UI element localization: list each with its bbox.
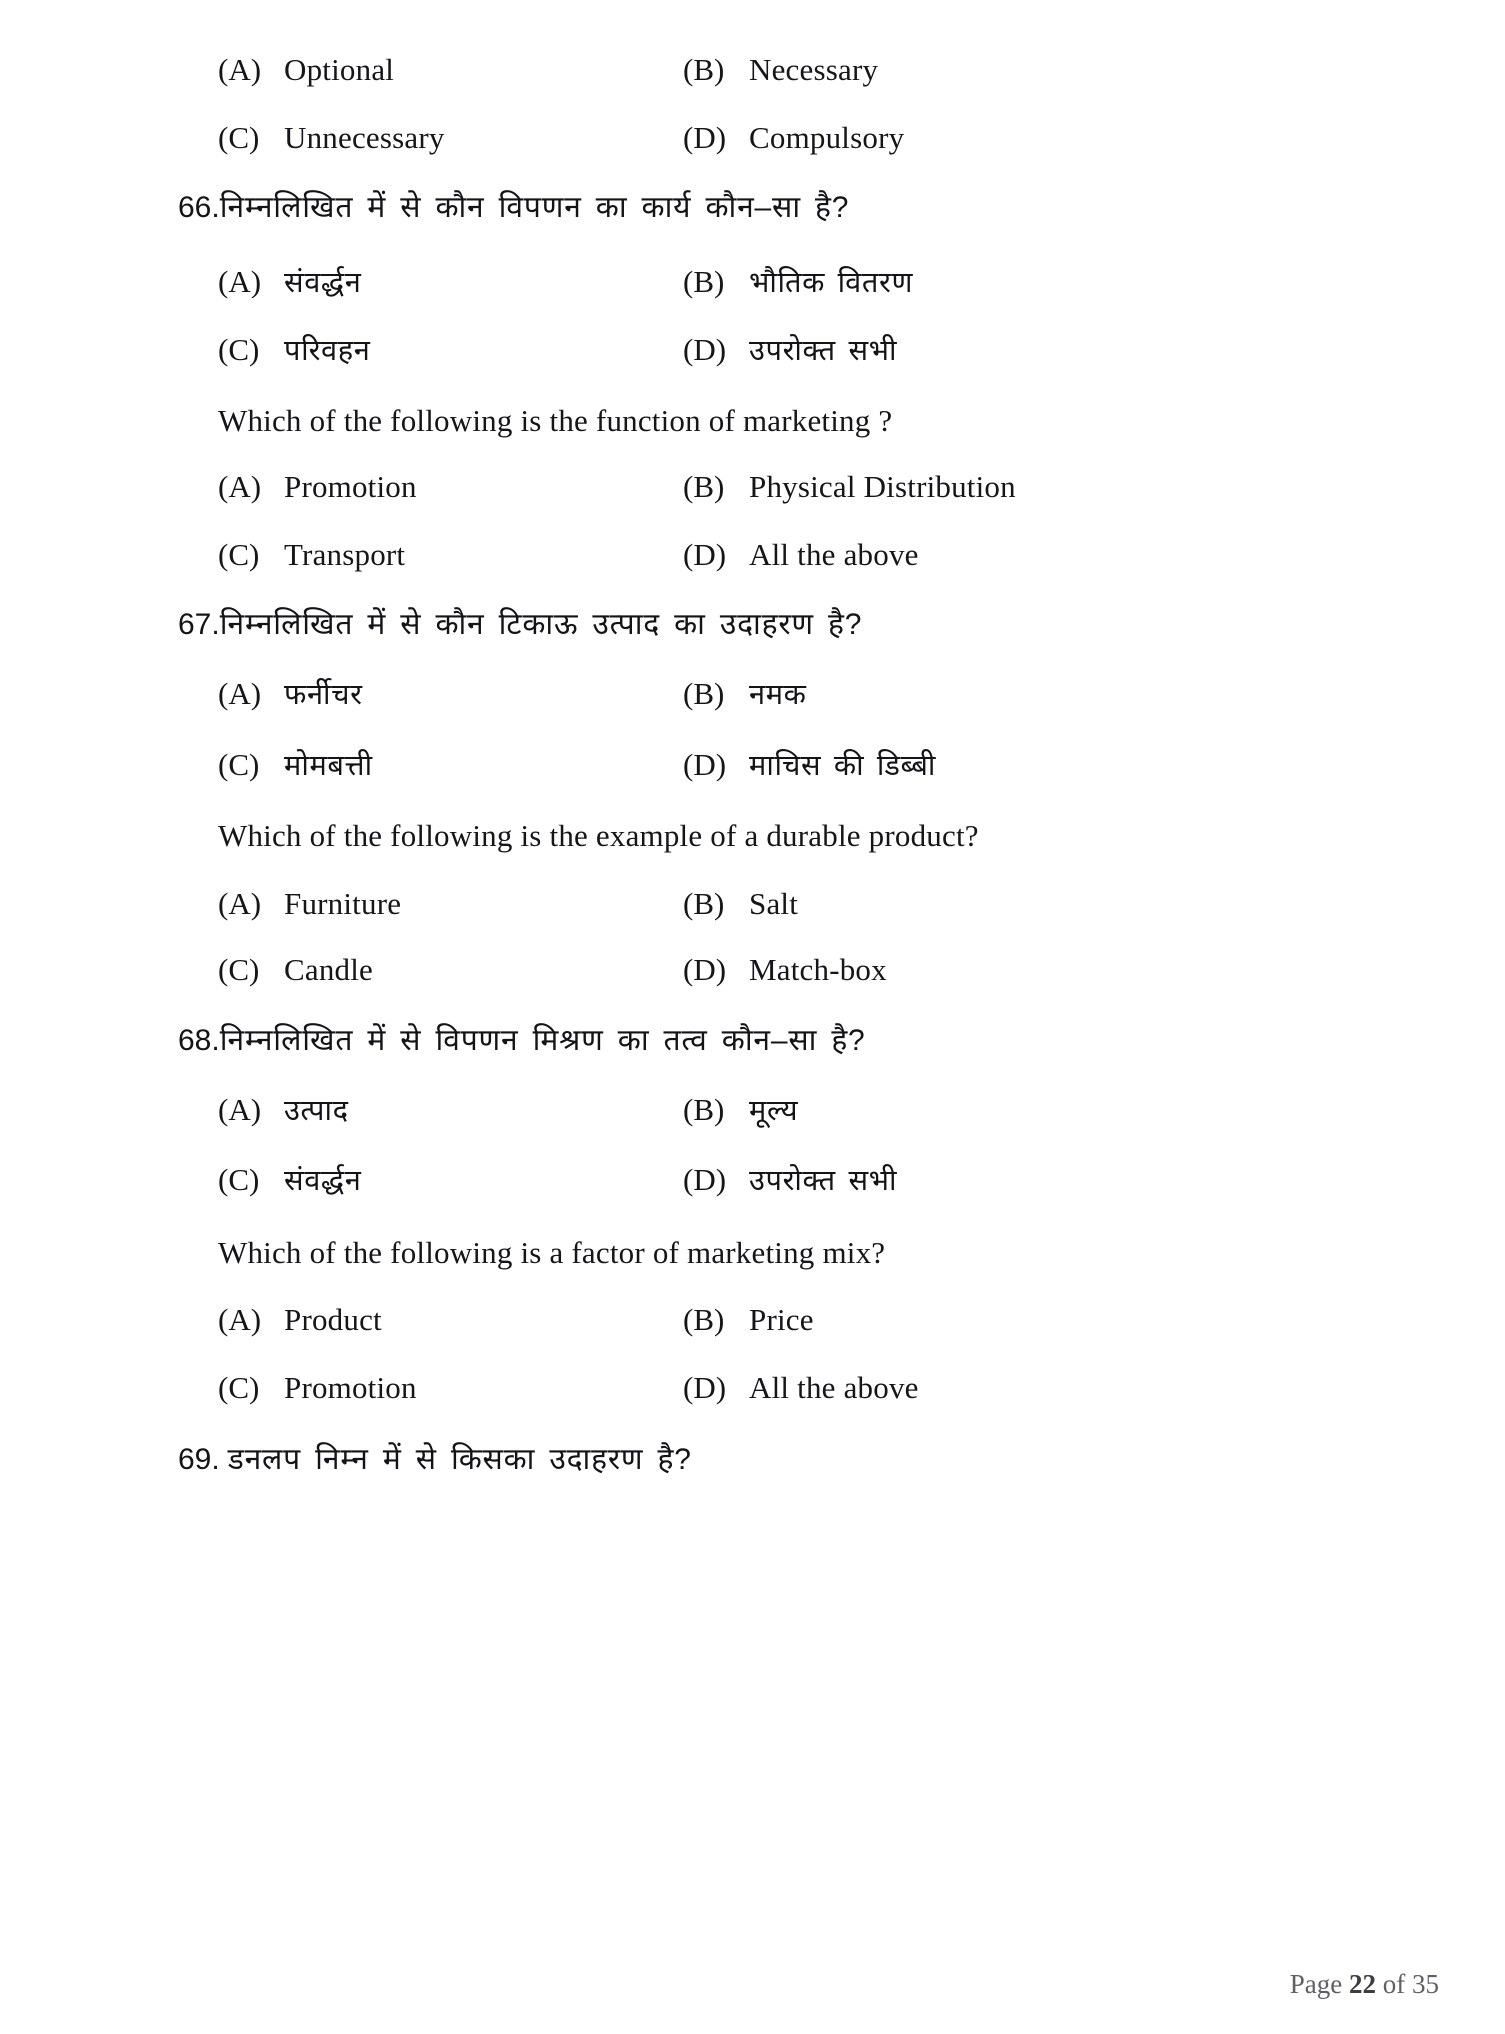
footer-page-number: 22 — [1349, 1969, 1376, 1999]
option-text-b: Price — [749, 1302, 814, 1337]
option-text-a: उत्पाद — [284, 1095, 349, 1127]
option-tag-b: (B) — [683, 1092, 725, 1127]
option-text-b: नमक — [749, 679, 807, 711]
question-text-66-hindi: निम्नलिखित में से कौन विपणन का कार्य कौन–सा है? — [219, 191, 850, 224]
question-number-69: 69. — [178, 1443, 220, 1476]
option-tag-d: (D) — [683, 537, 727, 572]
option-row — [218, 469, 1278, 509]
question-text-68-english: Which of the following is a factor of marketing mix? — [218, 1235, 886, 1270]
option-text-d: Compulsory — [749, 120, 905, 155]
option-tag-a: (A) — [218, 676, 262, 711]
option-tag-d: (D) — [683, 747, 727, 782]
page-footer — [1290, 1969, 1439, 2000]
option-row — [218, 120, 1278, 160]
option-b — [683, 262, 913, 301]
question-stem-69-hindi — [178, 1437, 692, 1478]
option-b — [683, 1090, 798, 1129]
option-a — [218, 674, 363, 713]
option-row — [218, 1160, 1278, 1200]
option-d — [683, 1370, 919, 1406]
option-tag-b: (B) — [683, 676, 725, 711]
option-b — [683, 674, 807, 713]
option-text-d: उपरोक्त सभी — [749, 335, 898, 367]
option-c — [218, 745, 373, 784]
option-tag-a: (A) — [218, 886, 262, 921]
footer-page-total: of 35 — [1382, 1969, 1439, 1999]
option-text-b: भौतिक वितरण — [749, 267, 914, 299]
question-number-68: 68. — [178, 1024, 220, 1057]
option-text-a: Promotion — [284, 469, 417, 504]
option-text-b: Salt — [749, 886, 799, 921]
option-text-a: फर्नीचर — [284, 679, 363, 711]
option-text-c: संवर्द्धन — [284, 1165, 362, 1197]
footer-page-label: Page — [1289, 1969, 1343, 1999]
option-tag-b: (B) — [683, 886, 725, 921]
option-a — [218, 469, 417, 505]
option-text-b: मूल्य — [749, 1095, 799, 1127]
option-row — [218, 1370, 1278, 1410]
option-tag-b: (B) — [683, 264, 725, 299]
option-d — [683, 1160, 897, 1199]
option-text-c: Candle — [284, 952, 374, 987]
option-tag-b: (B) — [683, 469, 725, 504]
option-d — [683, 330, 897, 369]
option-text-c: Transport — [284, 537, 406, 572]
option-text-a: Optional — [284, 52, 395, 87]
option-tag-a: (A) — [218, 469, 262, 504]
option-text-b: Physical Distribution — [749, 469, 1016, 504]
option-tag-d: (D) — [683, 120, 727, 155]
option-tag-c: (C) — [218, 120, 260, 155]
option-text-c: Promotion — [284, 1370, 417, 1405]
option-row — [218, 674, 1278, 714]
option-c — [218, 120, 445, 156]
option-a — [218, 886, 401, 922]
option-text-c: मोमबत्ती — [284, 750, 373, 782]
option-c — [218, 1370, 417, 1406]
option-text-d: All the above — [749, 537, 919, 572]
question-text-69-hindi: डनलप निम्न में से किसका उदाहरण है? — [227, 1443, 692, 1476]
option-text-d: All the above — [749, 1370, 919, 1405]
option-tag-a: (A) — [218, 52, 262, 87]
option-a — [218, 52, 394, 88]
option-text-c: परिवहन — [284, 335, 371, 367]
option-d — [683, 120, 904, 156]
option-a — [218, 1090, 349, 1129]
option-row — [218, 1090, 1278, 1130]
option-tag-c: (C) — [218, 1162, 260, 1197]
option-text-d: Match-box — [749, 952, 887, 987]
option-d — [683, 745, 936, 784]
option-tag-d: (D) — [683, 1162, 727, 1197]
question-text-68-hindi: निम्नलिखित में से विपणन मिश्रण का तत्व कौन–सा है? — [219, 1024, 866, 1057]
option-row — [218, 330, 1278, 370]
option-d — [683, 952, 887, 988]
option-c — [218, 330, 370, 369]
option-row — [218, 52, 1278, 92]
option-a — [218, 1302, 382, 1338]
option-tag-c: (C) — [218, 332, 260, 367]
question-stem-67-hindi — [178, 602, 862, 643]
option-text-d: माचिस की डिब्बी — [749, 750, 936, 782]
option-tag-d: (D) — [683, 332, 727, 367]
option-text-c: Unnecessary — [284, 120, 445, 155]
option-tag-a: (A) — [218, 1302, 262, 1337]
option-tag-d: (D) — [683, 1370, 727, 1405]
option-tag-c: (C) — [218, 952, 260, 987]
question-number-66: 66. — [178, 191, 220, 224]
option-tag-a: (A) — [218, 1092, 262, 1127]
option-tag-b: (B) — [683, 1302, 725, 1337]
option-b — [683, 469, 1016, 505]
option-text-a: संवर्द्धन — [284, 267, 362, 299]
option-text-a: Product — [284, 1302, 382, 1337]
option-c — [218, 952, 373, 988]
option-text-a: Furniture — [284, 886, 402, 921]
option-text-d: उपरोक्त सभी — [749, 1165, 898, 1197]
option-row — [218, 745, 1278, 785]
option-c — [218, 537, 405, 573]
option-tag-a: (A) — [218, 264, 262, 299]
question-number-67: 67. — [178, 608, 220, 641]
question-stem-68-hindi — [178, 1018, 866, 1059]
question-stem-66-hindi — [178, 185, 849, 226]
option-b — [683, 52, 878, 88]
option-tag-c: (C) — [218, 747, 260, 782]
option-d — [683, 537, 919, 573]
option-row — [218, 886, 1278, 926]
option-tag-d: (D) — [683, 952, 727, 987]
option-c — [218, 1160, 361, 1199]
question-text-67-hindi: निम्नलिखित में से कौन टिकाऊ उत्पाद का उदाहरण है? — [219, 608, 863, 641]
question-text-66-english: Which of the following is the function of marketing ? — [218, 403, 893, 438]
option-a — [218, 262, 361, 301]
question-text-67-english: Which of the following is the example of a durable product? — [218, 818, 979, 853]
option-b — [683, 886, 798, 922]
option-row — [218, 952, 1278, 992]
option-row — [218, 537, 1278, 577]
option-text-b: Necessary — [749, 52, 879, 87]
option-tag-b: (B) — [683, 52, 725, 87]
option-b — [683, 1302, 814, 1338]
option-row — [218, 262, 1278, 302]
option-row — [218, 1302, 1278, 1342]
option-tag-c: (C) — [218, 1370, 260, 1405]
option-tag-c: (C) — [218, 537, 260, 572]
